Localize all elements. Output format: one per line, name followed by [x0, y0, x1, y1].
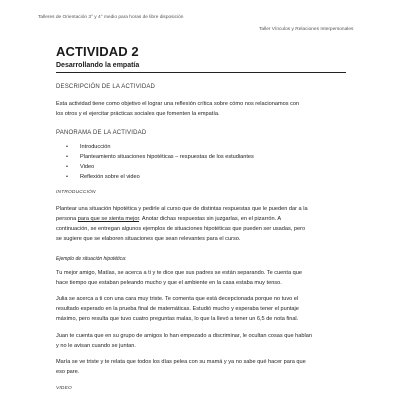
bullet-icon: •: [66, 164, 68, 170]
activity-title: ACTIVIDAD 2: [56, 44, 139, 59]
section-heading-video: VIDEO: [56, 386, 72, 391]
list-item: • Planteamiento situaciones hipotéticas – respuestas de los estudiantes: [66, 154, 254, 160]
text-line: Julia se acerca a ti con una cara muy triste. Te comenta que está decepcionada porque no tuvo el: [56, 296, 299, 302]
text-line: Tu mejor amigo, Matías, se acerca a ti y te dice que sus padres se están separando. Te cuenta que: [56, 270, 302, 276]
text-line: hace tiempo que estaban peleando mucho y que el ambiente en la casa estaba muy tenso.: [56, 280, 282, 286]
section-heading-introduccion: INTRODUCCIÓN: [56, 190, 96, 195]
text-line: resultado esperado en la prueba final de matemáticas. Estudió mucho y esperaba tener el puntaje: [56, 306, 299, 312]
ejemplo-paragraph-1: [56, 268, 348, 288]
list-item: • Introducción: [66, 144, 111, 150]
descripcion-paragraph: [56, 99, 348, 119]
text-line: los otros y el ejercitar prácticas sociales que fomenten la empatía.: [56, 111, 220, 117]
underlined-phrase: para que se sienta mejor: [77, 216, 140, 222]
text-line: persona para que se sienta mejor. Anotar dichas respuestas sin juzgarlas, en el pizarrón. A: [56, 216, 282, 222]
text-line: máximo, pero resulta que tuvo cuatro preguntas malas, lo que la llevó a tener un 6,5 de nota final.: [56, 316, 299, 322]
ejemplo-paragraph-2: [56, 294, 348, 324]
text-line: Esta actividad tiene como objetivo el lograr una reflexión crítica sobre cómo nos relacionamos con: [56, 101, 300, 107]
panorama-list: [66, 142, 254, 182]
bullet-icon: •: [66, 174, 68, 180]
list-item: • Reflexión sobre el video: [66, 174, 140, 180]
text-line: Plantear una situación hipotética y pedirle al curso que de distintas respuestas que le pueden dar a la: [56, 206, 308, 212]
text-line: continuación, se entregan algunos ejemplos de situaciones hipotéticas que pueden ser usadas, pero: [56, 226, 306, 232]
page-header-right: Taller Vínculos y Relaciones Interpersonales: [259, 27, 354, 32]
bullet-icon: •: [66, 154, 68, 160]
page-header-left: Talleres de Orientación 3° y 4° medio para horas de libre disposición: [38, 15, 184, 20]
ejemplo-paragraph-3: [56, 331, 348, 351]
introduccion-paragraph: [56, 204, 348, 244]
ejemplo-heading: Ejemplo de situación hipotética:: [56, 256, 127, 262]
bullet-icon: •: [66, 144, 68, 150]
section-heading-descripcion: DESCRIPCIÓN DE LA ACTIVIDAD: [56, 84, 156, 90]
text-line: eso pare.: [56, 369, 80, 375]
title-divider: [56, 72, 346, 73]
ejemplo-paragraph-4: [56, 357, 348, 377]
list-item: • Video: [66, 164, 95, 170]
section-heading-panorama: PANORAMA DE LA ACTIVIDAD: [56, 130, 147, 136]
text-line: se sugiere que se elaboren situaciones que sean relevantes para el curso.: [56, 236, 241, 242]
text-line: Juan te cuenta que en su grupo de amigos lo han empezado a discriminar, le ocultan cosas que hablan: [56, 333, 312, 339]
text-line: María se ve triste y te relata que todos los días pelea con su mamá y ya no sabe qué hacer para que: [56, 359, 306, 365]
activity-subtitle: Desarrollando la empatía: [56, 62, 140, 69]
text-line: y no le avisan cuando se juntan.: [56, 343, 136, 349]
